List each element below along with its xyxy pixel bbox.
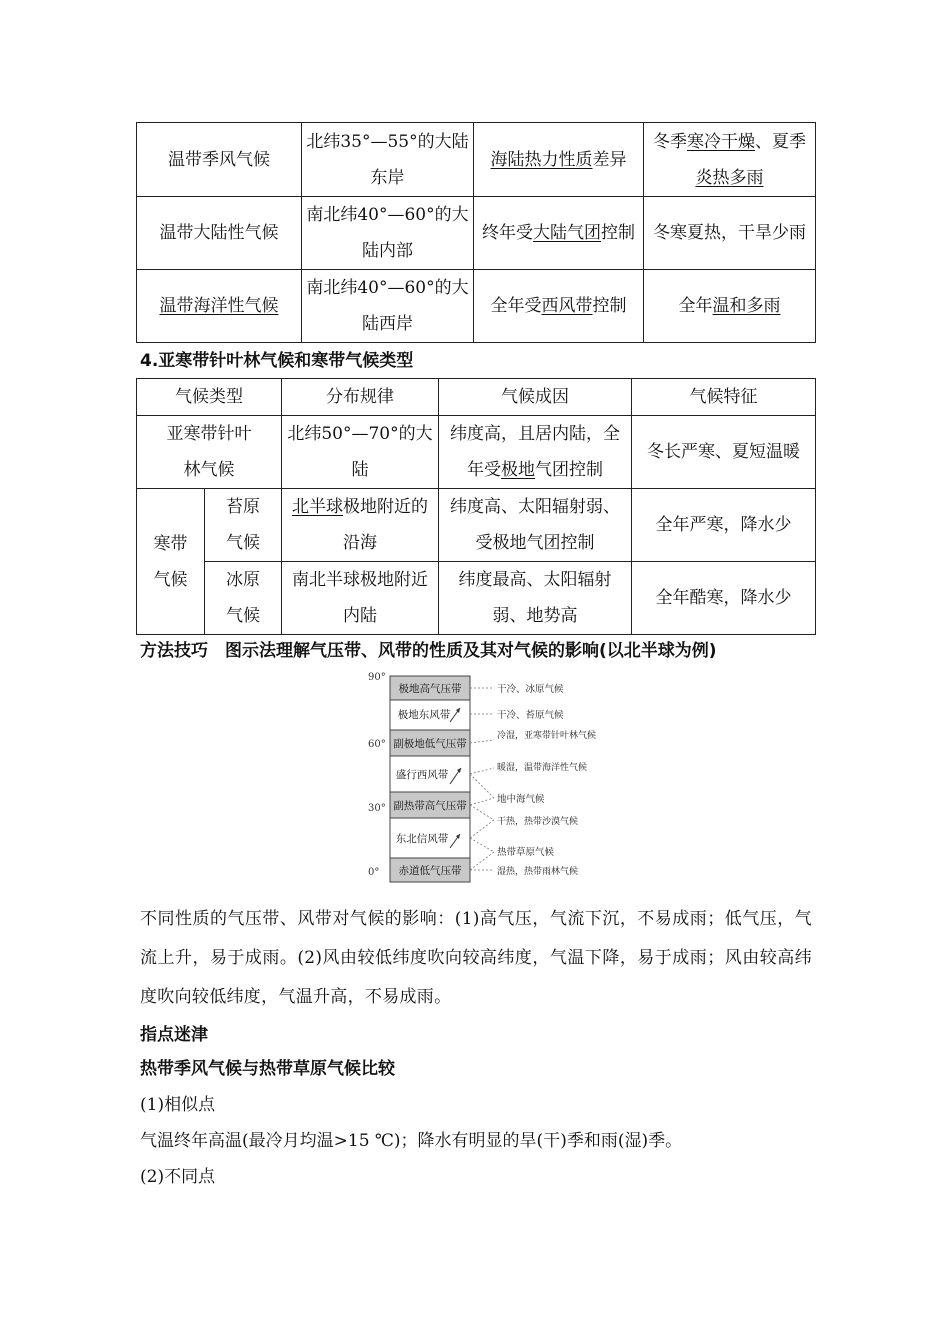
band-label: 东北信风带 bbox=[395, 833, 449, 845]
climate-type-cell: 亚寒带针叶林气候 bbox=[137, 416, 282, 489]
connector-line bbox=[470, 838, 494, 852]
climate-label: 热带草原气候 bbox=[497, 847, 555, 858]
cold-zone-group-cell: 寒带气候 bbox=[137, 489, 205, 635]
connector-line bbox=[470, 768, 494, 774]
influence-paragraph: 不同性质的气压带、风带对气候的影响：(1)高气压，气流下沉，不易成雨；低气压，气流上升，易于成雨。(2)风由较低纬度吹向较高纬度，气温下降，易于成雨；风由较高纬度吹向较低纬度，气温升高，不易成雨。 bbox=[140, 909, 812, 1007]
column-header: 分布规律 bbox=[282, 379, 439, 416]
distribution-cell: 南北纬40°—60°的大陆西岸 bbox=[302, 270, 474, 343]
column-header: 气候成因 bbox=[439, 379, 632, 416]
climate-type-cell: 苔原气候 bbox=[205, 489, 282, 562]
table-row bbox=[137, 562, 816, 635]
cause-cell: 纬度高、太阳辐射弱、受极地气团控制 bbox=[439, 489, 632, 562]
climate-label: 冷湿，亚寒带针叶林气候 bbox=[497, 731, 597, 741]
table-row bbox=[137, 197, 816, 270]
column-header: 气候特征 bbox=[632, 379, 816, 416]
lat-label-60: 60° bbox=[368, 739, 386, 750]
band-label: 赤道低气压带 bbox=[398, 865, 462, 877]
climate-type-cell: 温带海洋性气候 bbox=[137, 270, 302, 343]
similar-points-title: (1)相似点 bbox=[140, 1095, 216, 1115]
feature-cell: 冬长严寒、夏短温暖 bbox=[632, 416, 816, 489]
climate-label: 地中海气候 bbox=[497, 794, 545, 805]
method-title: 方法技巧 图示法理解气压带、风带的性质及其对气候的影响(以北半球为例) bbox=[140, 641, 717, 661]
table-row bbox=[137, 123, 816, 197]
table-row bbox=[137, 416, 816, 489]
climate-label: 干冷、苔原气候 bbox=[497, 710, 564, 721]
connector-line bbox=[470, 774, 494, 798]
column-header: 气候类型 bbox=[137, 379, 282, 416]
feature-cell: 冬季寒冷干燥、夏季炎热多雨 bbox=[644, 123, 816, 197]
feature-cell: 全年温和多雨 bbox=[644, 270, 816, 343]
table-row bbox=[137, 489, 816, 562]
cause-cell: 终年受大陆气团控制 bbox=[474, 197, 644, 270]
band-label: 副热带高气压带 bbox=[393, 800, 467, 812]
distribution-cell: 南北纬40°—60°的大陆内部 bbox=[302, 197, 474, 270]
feature-cell: 全年严寒，降水少 bbox=[632, 489, 816, 562]
climate-label: 暖湿，温带海洋性气候 bbox=[497, 763, 588, 773]
climate-type-cell: 冰原气候 bbox=[205, 562, 282, 635]
tips-title: 指点迷津 bbox=[140, 1025, 208, 1045]
connector-line bbox=[470, 852, 494, 870]
climate-label: 湿热，热带雨林气候 bbox=[497, 867, 579, 877]
cause-cell: 纬度高，且居内陆，全年受极地气团控制 bbox=[439, 416, 632, 489]
similar-points-text: 气温终年高温(最冷月均温>15 ℃)；降水有明显的旱(干)季和雨(湿)季。 bbox=[140, 1131, 683, 1151]
connector-line bbox=[470, 740, 494, 743]
climate-type-cell: 温带大陆性气候 bbox=[137, 197, 302, 270]
pressure-wind-belt-diagram bbox=[360, 668, 600, 890]
climate-label: 干冷、冰原气候 bbox=[497, 684, 564, 695]
table-header-row bbox=[137, 379, 816, 416]
feature-cell: 全年酷寒，降水少 bbox=[632, 562, 816, 635]
table-row bbox=[137, 270, 816, 343]
cause-cell: 全年受西风带控制 bbox=[474, 270, 644, 343]
different-points-title: (2)不同点 bbox=[140, 1167, 216, 1187]
lat-label-90: 90° bbox=[368, 672, 386, 683]
band-label: 盛行西风带 bbox=[395, 769, 449, 781]
feature-cell: 冬寒夏热，干旱少雨 bbox=[644, 197, 816, 270]
band-label: 副极地低气压带 bbox=[393, 738, 467, 750]
distribution-cell: 北纬50°—70°的大陆 bbox=[282, 416, 439, 489]
distribution-cell: 南北半球极地附近内陆 bbox=[282, 562, 439, 635]
climate-type-cell: 温带季风气候 bbox=[137, 123, 302, 197]
connector-line bbox=[470, 805, 494, 820]
connector-line bbox=[470, 798, 494, 805]
climate-label: 干热，热带沙漠气候 bbox=[497, 817, 579, 827]
distribution-cell: 北纬35°—55°的大陆东岸 bbox=[302, 123, 474, 197]
lat-label-0: 0° bbox=[368, 867, 380, 878]
cause-cell: 海陆热力性质差异 bbox=[474, 123, 644, 197]
cold-climate-table bbox=[136, 378, 816, 635]
band-label: 极地东风带 bbox=[397, 709, 451, 721]
distribution-cell: 北半球极地附近的沿海 bbox=[282, 489, 439, 562]
compare-title: 热带季风气候与热带草原气候比较 bbox=[140, 1059, 395, 1079]
band-label: 极地高气压带 bbox=[398, 683, 462, 695]
connector-line bbox=[470, 820, 494, 838]
cause-cell: 纬度最高、太阳辐射弱、地势高 bbox=[439, 562, 632, 635]
lat-label-30: 30° bbox=[368, 803, 386, 814]
section-4-title: 4.亚寒带针叶林气候和寒带气候类型 bbox=[140, 351, 414, 371]
temperate-climate-table bbox=[136, 122, 816, 343]
